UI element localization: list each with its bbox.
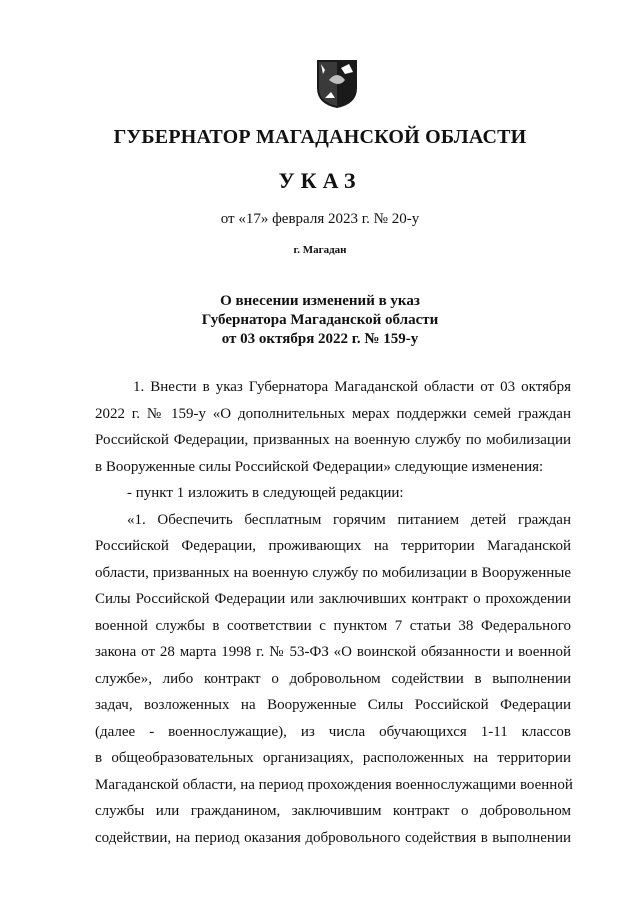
document-body: [95, 374, 571, 851]
subject-line: от 03 октября 2022 г. № 159-у: [221, 331, 419, 347]
subject-line: Губернатора Магаданской области: [201, 312, 439, 328]
body-line: 2022 г. № 159-у «О дополнительных мерах поддержки семей граждан: [95, 405, 571, 422]
document-subject: [0, 292, 640, 349]
body-line: закона от 28 марта 1998 г. № 53-ФЗ «О воинской обязанности и военной: [95, 644, 571, 660]
body-line: Российской Федерации, призванных на военную службу по мобилизации: [95, 432, 571, 448]
body-line: Магаданской области, на период прохождения военнослужащими военной: [95, 776, 573, 793]
document-date-number: от «17» февраля 2023 г. № 20-у: [220, 211, 420, 227]
body-line: Российской Федерации, проживающих на территории Магаданской: [95, 538, 571, 554]
body-line: Силы Российской Федерации или заключивших контракт о прохождении: [95, 591, 571, 607]
body-line: «1. Обеспечить бесплатным горячим питанием детей граждан: [127, 511, 571, 528]
body-line: в Вооруженные силы Российской Федерации» следующие изменения:: [95, 458, 544, 475]
body-line: (далее - военнослужащие), из числа обучающихся 1-11 классов: [95, 723, 571, 740]
document-city: г. Магадан: [293, 244, 347, 256]
body-line: области, призванных на военную службу по мобилизации в Вооруженные: [95, 564, 571, 581]
body-line: в общеобразовательных организациях, расположенных на территории: [95, 750, 571, 766]
magadan-coat-of-arms-icon: [315, 58, 359, 110]
subject-line: О внесении изменений в указ: [220, 293, 420, 309]
body-line: задач, возложенных на Вооруженные Силы Российской Федерации: [95, 697, 571, 713]
body-line: военной службы в соответствии с пунктом 7 статьи 38 Федерального: [95, 617, 571, 634]
body-line: содействии, на период оказания добровольного содействия в выполнении: [95, 829, 571, 846]
body-line: 1. Внести в указ Губернатора Магаданской области от 03 октября: [133, 379, 571, 395]
body-line: службы или гражданином, заключившим контракт о добровольном: [95, 803, 571, 819]
document-type: УКАЗ: [278, 168, 362, 193]
body-line: службе», либо контракт о добровольном содействии в выполнении: [95, 670, 571, 687]
body-line: - пункт 1 изложить в следующей редакции:: [127, 485, 404, 501]
issuing-authority: ГУБЕРНАТОР МАГАДАНСКОЙ ОБЛАСТИ: [113, 126, 527, 148]
